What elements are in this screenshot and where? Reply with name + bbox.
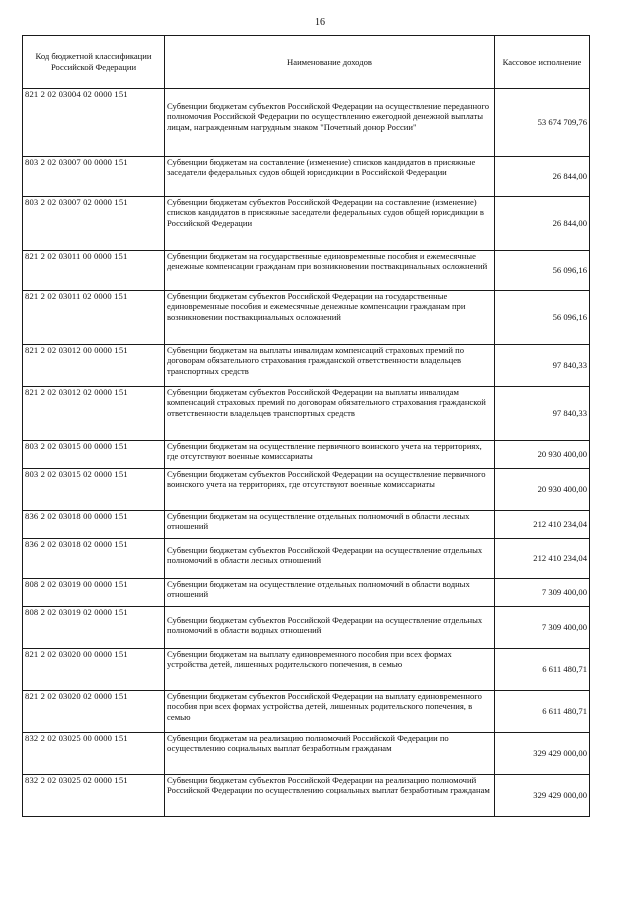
amount-cell: 56 096,16: [495, 251, 590, 291]
table-row: [23, 607, 590, 649]
table-row: [23, 89, 590, 157]
table-row: [23, 691, 590, 733]
table-row: [23, 733, 590, 775]
amount-cell: 20 930 400,00: [495, 469, 590, 511]
table-row: [23, 291, 590, 345]
budget-code-cell: 821 2 02 03011 00 0000 151: [23, 251, 165, 291]
budget-code-cell: 803 2 02 03015 00 0000 151: [23, 441, 165, 469]
budget-code-cell: 821 2 02 03012 00 0000 151: [23, 345, 165, 387]
income-name-cell: Субвенции бюджетам на осуществление первичного воинского учета на территориях, где отсутствуют военные комиссариаты: [165, 441, 495, 469]
income-name-cell: Субвенции бюджетам субъектов Российской Федерации на составление (изменение) списков кандидатов в присяжные заседатели федеральных судов общей юрисдикции в Российской Федерации: [165, 197, 495, 251]
amount-cell: 212 410 234,04: [495, 511, 590, 539]
amount-cell: 7 309 400,00: [495, 579, 590, 607]
income-name-cell: Субвенции бюджетам на выплату единовременного пособия при всех формах устройства детей, лишенных родительского попечения, в семью: [165, 649, 495, 691]
table-row: [23, 649, 590, 691]
amount-cell: 7 309 400,00: [495, 607, 590, 649]
amount-cell: 26 844,00: [495, 157, 590, 197]
table-row: [23, 441, 590, 469]
header-code: Код бюджетной классификации Российской Федерации: [23, 36, 165, 89]
amount-cell: 329 429 000,00: [495, 775, 590, 817]
table-row: [23, 469, 590, 511]
table-row: [23, 579, 590, 607]
budget-code-cell: 808 2 02 03019 00 0000 151: [23, 579, 165, 607]
budget-code-cell: 808 2 02 03019 02 0000 151: [23, 607, 165, 649]
amount-cell: 53 674 709,76: [495, 89, 590, 157]
budget-code-cell: 821 2 02 03011 02 0000 151: [23, 291, 165, 345]
table-row: [23, 197, 590, 251]
income-name-cell: Субвенции бюджетам на осуществление отдельных полномочий в области водных отношений: [165, 579, 495, 607]
budget-code-cell: 803 2 02 03007 00 0000 151: [23, 157, 165, 197]
budget-code-cell: 836 2 02 03018 00 0000 151: [23, 511, 165, 539]
income-name-cell: Субвенции бюджетам субъектов Российской Федерации на осуществление первичного воинского учета на территориях, где отсутствуют военные комиссариаты: [165, 469, 495, 511]
table-row: [23, 775, 590, 817]
income-name-cell: Субвенции бюджетам субъектов Российской Федерации на осуществление переданного полномочия Российской Федерации по осуществлению ежегодной денежной выплаты лицам, награжденным нагрудным знаком "Почетный донор России": [165, 89, 495, 157]
budget-code-cell: 821 2 02 03020 00 0000 151: [23, 649, 165, 691]
income-name-cell: Субвенции бюджетам субъектов Российской Федерации на выплату единовременного пособия при всех формах устройства детей, лишенных родительского попечения, в семью: [165, 691, 495, 733]
amount-cell: 26 844,00: [495, 197, 590, 251]
page-number: 16: [315, 17, 325, 28]
income-name-cell: Субвенции бюджетам субъектов Российской Федерации на осуществление отдельных полномочий в области лесных отношений: [165, 539, 495, 579]
amount-cell: 6 611 480,71: [495, 649, 590, 691]
amount-cell: 97 840,33: [495, 387, 590, 441]
income-name-cell: Субвенции бюджетам субъектов Российской Федерации на государственные единовременные пособия и ежемесячные денежные компенсации гражданам при возникновении поствакцинальных осложнений: [165, 291, 495, 345]
budget-code-cell: 821 2 02 03012 02 0000 151: [23, 387, 165, 441]
budget-code-cell: 803 2 02 03007 02 0000 151: [23, 197, 165, 251]
amount-cell: 56 096,16: [495, 291, 590, 345]
amount-cell: 329 429 000,00: [495, 733, 590, 775]
amount-cell: 212 410 234,04: [495, 539, 590, 579]
amount-cell: 20 930 400,00: [495, 441, 590, 469]
table-row: [23, 251, 590, 291]
budget-code-cell: 832 2 02 03025 00 0000 151: [23, 733, 165, 775]
table-row: [23, 511, 590, 539]
income-name-cell: Субвенции бюджетам субъектов Российской Федерации на осуществление отдельных полномочий в области водных отношений: [165, 607, 495, 649]
income-name-cell: Субвенции бюджетам на реализацию полномочий Российской Федерации по осуществлению социальных выплат безработным гражданам: [165, 733, 495, 775]
header-amount: Кассовое исполнение: [495, 36, 590, 89]
table-row: [23, 387, 590, 441]
income-name-cell: Субвенции бюджетам субъектов Российской Федерации на реализацию полномочий Российской Федерации по осуществлению социальных выплат безработным гражданам: [165, 775, 495, 817]
budget-income-table: [22, 35, 590, 817]
amount-cell: 97 840,33: [495, 345, 590, 387]
budget-code-cell: 836 2 02 03018 02 0000 151: [23, 539, 165, 579]
budget-code-cell: 821 2 02 03004 02 0000 151: [23, 89, 165, 157]
income-name-cell: Субвенции бюджетам на составление (изменение) списков кандидатов в присяжные заседатели федеральных судов общей юрисдикции в Российской Федерации: [165, 157, 495, 197]
table-row: [23, 157, 590, 197]
income-name-cell: Субвенции бюджетам субъектов Российской Федерации на выплаты инвалидам компенсаций страховых премий по договорам обязательного страхования гражданской ответственности владельцев транспортных средств: [165, 387, 495, 441]
income-name-cell: Субвенции бюджетам на государственные единовременные пособия и ежемесячные денежные компенсации гражданам при возникновении поствакцинальных осложнений: [165, 251, 495, 291]
budget-code-cell: 821 2 02 03020 02 0000 151: [23, 691, 165, 733]
table-row: [23, 345, 590, 387]
budget-code-cell: 803 2 02 03015 02 0000 151: [23, 469, 165, 511]
table-row: [23, 539, 590, 579]
budget-code-cell: 832 2 02 03025 02 0000 151: [23, 775, 165, 817]
header-name: Наименование доходов: [165, 36, 495, 89]
income-name-cell: Субвенции бюджетам на осуществление отдельных полномочий в области лесных отношений: [165, 511, 495, 539]
income-name-cell: Субвенции бюджетам на выплаты инвалидам компенсаций страховых премий по договорам обязательного страхования гражданской ответственности владельцев транспортных средств: [165, 345, 495, 387]
table-header-row: [23, 36, 590, 89]
amount-cell: 6 611 480,71: [495, 691, 590, 733]
